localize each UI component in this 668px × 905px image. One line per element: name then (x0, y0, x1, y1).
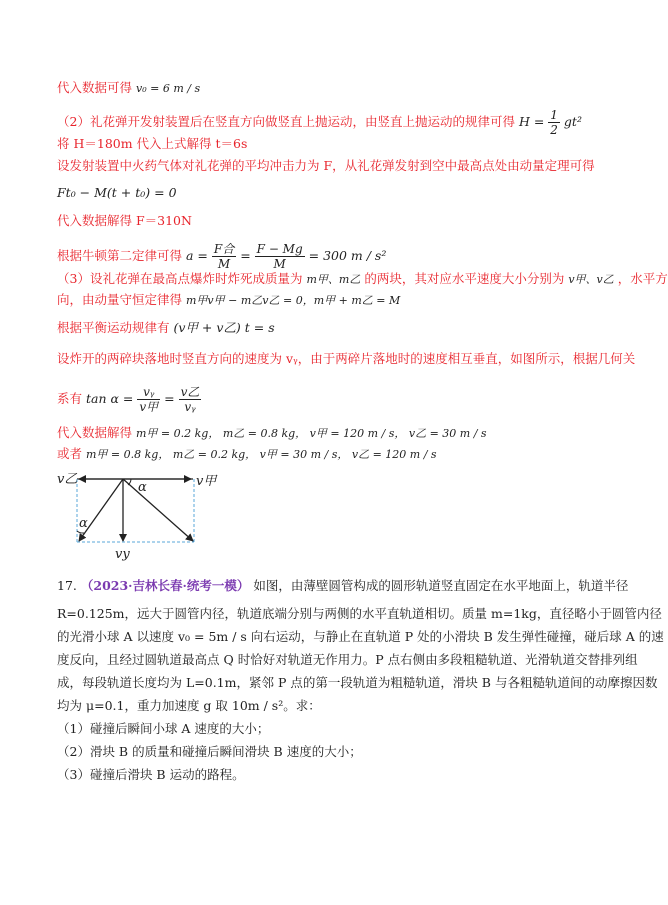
solution-line-7: 根据牛顿第二定律可得 a = $\frac{\text{F合}}{M}$ = $\frac{F - Mg}{M}$ = 300 m / s² (57, 242, 387, 271)
equation: (v甲 + v乙) t = s (173, 320, 275, 335)
solution-line-1 (57, 79, 200, 98)
denominator: v甲 (139, 400, 159, 414)
solution-text: 向，由动量守恒定律得 (57, 292, 183, 307)
denominator: vᵧ (184, 400, 196, 414)
numerator: vᵧ (137, 385, 160, 400)
denominator: 2 (550, 123, 558, 137)
solution-line-3: 将 H＝180m 代入上式解得 t＝6s (57, 136, 248, 151)
arrow-resultant-left (79, 479, 123, 541)
solution-text: （3）设礼花弹在最高点爆炸时炸死成质量为 (57, 271, 303, 286)
equation: m甲 = 0.2 kg， m乙 = 0.8 kg， v甲 = 120 m / s， v乙 = 30 m / s (136, 427, 487, 440)
solution-line-6: 代入数据解得 F＝310N (57, 213, 192, 228)
solution-line-9 (57, 291, 400, 310)
equation: = 300 m / s² (308, 248, 387, 263)
numerator: F合 (213, 242, 235, 256)
solution-line-11: 设炸开的两碎块落地时竖直方向的速度为 vᵧ，由于两碎片落地时的速度相互垂直，如图所示，根据几何关 (57, 351, 636, 366)
label-v-jia: v甲 (196, 474, 217, 489)
equation: m甲 = 0.8 kg， m乙 = 0.2 kg， v甲 = 30 m / s， v乙 = 120 m / s (86, 448, 437, 461)
equation: gt² (563, 114, 582, 129)
solution-text: ，水平方 (617, 271, 668, 286)
equation: tan α = (86, 391, 134, 406)
denominator: M (217, 257, 231, 271)
solution-line-14 (57, 445, 437, 464)
fraction (212, 242, 236, 271)
fraction (137, 385, 160, 414)
label-vy: vy (115, 547, 130, 562)
problem-17-line-6: 均为 μ=0.1，重力加速度 g 取 10m / s²。求： (57, 698, 321, 713)
question-2: （2）滑块 B 的质量和碰撞后瞬间滑块 B 速度的大小； (57, 744, 362, 759)
solution-text: 或者 (57, 446, 83, 461)
equation-momentum: Ft₀ − M(t + t₀) = 0 (57, 185, 177, 200)
equation: H = (518, 114, 545, 129)
problem-17-line-3: 的光滑小球 A 以速度 v₀ = 5m / s 向右运动，与静止在直轨道 P 处的小滑块 B 发生弹性碰撞，碰后球 A 的速 (57, 629, 664, 644)
angle-arc-left (77, 531, 84, 533)
numerator: F − Mg (256, 242, 303, 256)
angle-arc-top (128, 479, 131, 485)
solution-line-12: 系有 tan α = $\frac{\text{vᵧ}}{\text{v甲}}$ = $\frac{\text{v乙}}{\text{vᵧ}}$ (57, 385, 200, 414)
problem-17-line-2: R=0.125m，远大于圆管内径，轨道底端分别与两侧的水平直轨道相切。质量 m=1kg，直径略小于圆管内径 (57, 606, 662, 621)
velocity-diagram (55, 465, 225, 565)
fraction (548, 108, 560, 137)
denominator: M (273, 257, 286, 271)
problem-text: 如图，由薄壁圆管构成的圆形轨道竖直固定在水平地面上，轨道半径 (253, 578, 629, 593)
numerator: 1 (550, 108, 558, 122)
label-alpha-top: α (138, 480, 147, 495)
label-v-yi: v乙 (57, 472, 78, 487)
fraction (179, 385, 202, 414)
problem-number: 17. (57, 578, 77, 593)
equation: a = (186, 248, 208, 263)
problem-17-line-5: 成，每段轨道长度均为 L=0.1m，紧邻 P 点的第一段轨道为粗糙轨道，滑块 B 与各粗糙轨道间的动摩擦因数 (57, 675, 658, 690)
solution-text: （2）礼花弹开发射装置后在竖直方向做竖直上抛运动，由竖直上抛运动的规律可得 (57, 114, 515, 129)
solution-text: 代入数据解得 (57, 425, 133, 440)
solution-line-4: 设发射装置中火药气体对礼花弹的平均冲击力为 F，从礼花弹发射到空中最高点处由动量定理可得 (57, 158, 595, 173)
problem-17-line-4: 度反向，且经过圆轨道最高点 Q 时恰好对轨道无作用力。P 点右侧由多段粗糙轨道、光滑轨道交替排列组 (57, 652, 638, 667)
question-1: （1）碰撞后瞬间小球 A 速度的大小； (57, 721, 270, 736)
question-3: （3）碰撞后滑块 B 运动的路程。 (57, 767, 245, 782)
solution-text: 代入数据可得 (57, 80, 133, 95)
numerator: v乙 (180, 385, 200, 399)
equation: m甲v甲 − m乙v乙 = 0，m甲 + m乙 = M (186, 294, 401, 307)
symbol: v甲、v乙 (568, 273, 614, 286)
solution-text: 根据牛顿第二定律可得 (57, 248, 183, 263)
solution-text: 系有 (57, 391, 83, 406)
solution-line-13 (57, 424, 487, 443)
solution-line-8 (57, 270, 668, 289)
problem-17-line-1 (57, 577, 628, 595)
solution-text: 根据平衡运动规律有 (57, 320, 170, 335)
fraction (255, 242, 305, 271)
symbol: m甲、m乙 (306, 273, 361, 286)
label-alpha-left: α (79, 516, 88, 531)
solution-line-10 (57, 319, 275, 337)
problem-source: （2023·吉林长春·统考一模） (80, 578, 250, 593)
solution-text: 的两块，其对应水平速度大小分别为 (364, 271, 565, 286)
solution-line-2 (57, 108, 582, 137)
arrow-resultant-right (123, 479, 193, 541)
equation: v₀ = 6 m / s (136, 82, 201, 95)
